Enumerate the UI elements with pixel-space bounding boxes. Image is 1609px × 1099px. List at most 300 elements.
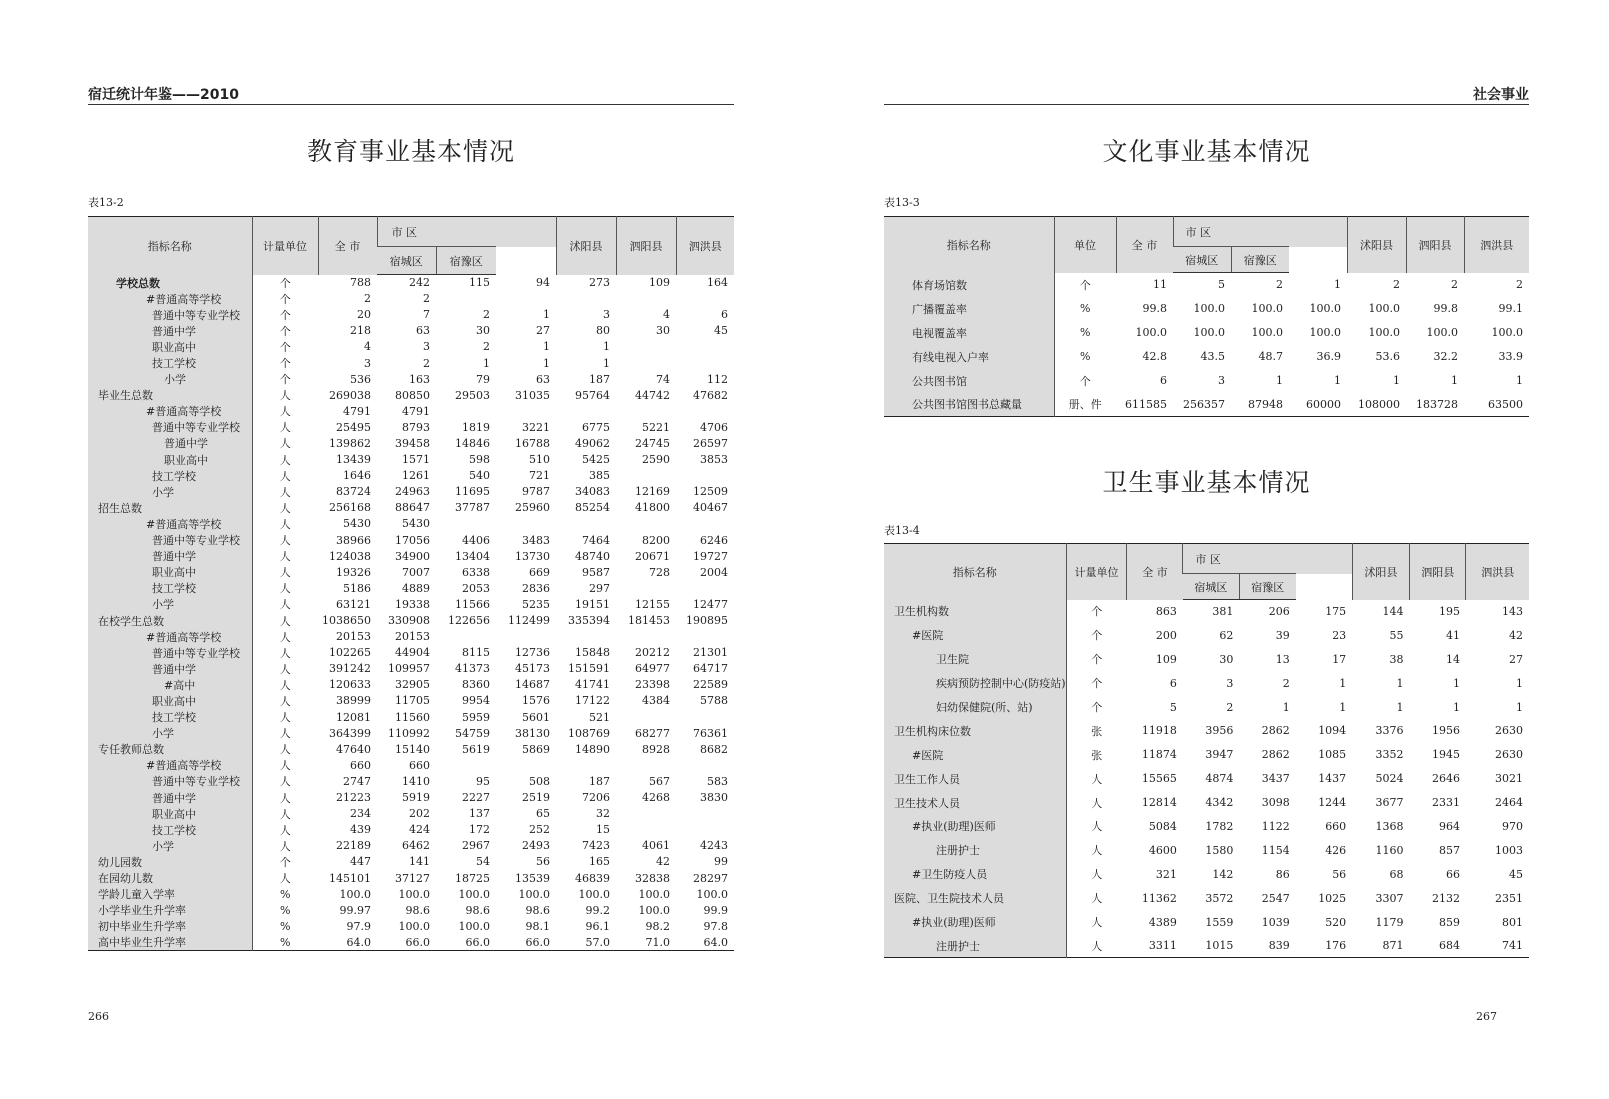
- row-label: 普通中等专业学校: [88, 645, 252, 661]
- cell-value: 120633: [329, 678, 371, 692]
- row-label: 普通中学: [88, 661, 252, 677]
- cell-value: 2630: [1495, 748, 1523, 762]
- table-row: [88, 355, 734, 371]
- cell-value: 14687: [515, 678, 550, 692]
- cell-value: 2351: [1495, 891, 1523, 905]
- cell-value: 1: [1516, 374, 1523, 387]
- cell-value: 2646: [1431, 772, 1460, 786]
- header-shuyang: 沭阳县: [556, 217, 616, 275]
- row-unit: 人: [279, 775, 291, 789]
- cell-value: 2630: [1495, 724, 1523, 738]
- cell-value: [676, 291, 734, 307]
- table-row: [884, 886, 1529, 910]
- cell-value: [556, 291, 616, 307]
- cell-value: 4706: [700, 420, 728, 434]
- cell-value: 5919: [402, 791, 430, 805]
- row-unit: 个: [1091, 629, 1103, 643]
- cell-value: 1015: [1205, 939, 1234, 953]
- row-unit: 人: [279, 727, 291, 741]
- table-row: [88, 307, 734, 323]
- cell-value: 5024: [1375, 772, 1404, 786]
- cell-value: 721: [529, 469, 550, 483]
- cell-value: 6: [721, 308, 728, 322]
- table-row: [88, 275, 734, 291]
- cell-value: 23: [1332, 628, 1347, 642]
- table-row: [88, 902, 734, 918]
- cell-value: 30: [476, 324, 490, 338]
- cell-value: 3: [1226, 676, 1234, 690]
- cell-value: 108000: [1358, 397, 1400, 411]
- row-label: #普通高等学校: [88, 291, 252, 307]
- header-name: 指标名称: [88, 217, 252, 275]
- row-unit: 人: [279, 694, 291, 708]
- cell-value: 728: [649, 565, 670, 579]
- cell-value: 99.2: [585, 903, 610, 917]
- health-table: [884, 543, 1529, 958]
- cell-value: 1085: [1318, 748, 1347, 762]
- cell-value: 2747: [343, 774, 371, 788]
- table-row: [88, 709, 734, 725]
- cell-value: 2: [423, 356, 430, 370]
- table-row: [884, 838, 1529, 862]
- cell-value: 2331: [1431, 796, 1460, 810]
- cell-value: 15: [596, 823, 610, 837]
- cell-value: 25495: [336, 420, 371, 434]
- cell-value: 100.0: [696, 887, 728, 901]
- health-header-city-district: 市 区: [1183, 544, 1352, 574]
- cell-value: 2004: [700, 565, 728, 579]
- row-label: 技工学校: [88, 709, 252, 725]
- cell-value: 100.0: [1309, 302, 1341, 315]
- row-unit: %: [1080, 326, 1091, 339]
- cell-value: 1154: [1261, 843, 1290, 857]
- row-unit: 个: [1091, 677, 1103, 691]
- health-header-unit: 计量单位: [1066, 544, 1127, 600]
- cell-value: [616, 709, 676, 725]
- cell-value: 1: [1516, 700, 1523, 714]
- cell-value: [676, 468, 734, 484]
- cell-value: 424: [409, 823, 430, 837]
- cell-value: 4874: [1205, 772, 1234, 786]
- row-unit: 人: [279, 566, 291, 580]
- cell-value: 4268: [642, 791, 670, 805]
- cell-value: 38966: [336, 533, 371, 547]
- cell-value: 100.0: [1193, 326, 1225, 339]
- cell-value: [496, 291, 556, 307]
- cell-value: 19338: [395, 597, 430, 611]
- cell-value: 54: [476, 855, 490, 869]
- cell-value: 18725: [455, 871, 490, 885]
- cell-value: 66.0: [405, 935, 430, 949]
- row-unit: 人: [279, 872, 291, 886]
- table-row: [88, 532, 734, 548]
- cell-value: 8928: [642, 742, 670, 756]
- cell-value: 1: [1393, 374, 1400, 387]
- cell-value: 5235: [522, 597, 550, 611]
- table-row: [884, 934, 1529, 958]
- cell-value: 11: [1153, 278, 1167, 291]
- cell-value: 38130: [515, 726, 550, 740]
- cell-value: 3: [364, 356, 371, 370]
- cell-value: 12736: [515, 646, 550, 660]
- cell-value: 741: [1502, 939, 1523, 953]
- cell-value: [616, 403, 676, 419]
- health-header-name: 指标名称: [884, 544, 1066, 600]
- row-label: 初中毕业生升学率: [88, 918, 252, 934]
- cell-value: 1244: [1318, 796, 1347, 810]
- health-header-suyu: 宿豫区: [1239, 574, 1295, 600]
- table-row: [884, 719, 1529, 743]
- cell-value: 200: [1155, 628, 1177, 642]
- row-label: #高中: [88, 677, 252, 693]
- cell-value: 98.1: [525, 919, 550, 933]
- cell-value: 45173: [515, 662, 550, 676]
- cell-value: 100.0: [339, 887, 371, 901]
- row-unit: 人: [1091, 916, 1103, 930]
- cell-value: 98.6: [525, 903, 550, 917]
- cell-value: 660: [409, 758, 430, 772]
- cell-value: 68277: [635, 726, 670, 740]
- culture-header-name: 指标名称: [884, 217, 1054, 273]
- cell-value: 5084: [1148, 819, 1177, 833]
- cell-value: 3021: [1495, 772, 1523, 786]
- cell-value: 124038: [329, 549, 371, 563]
- cell-value: 8200: [642, 533, 670, 547]
- row-unit: 个: [279, 276, 291, 290]
- row-unit: 人: [1091, 868, 1103, 882]
- row-label: 小学: [88, 838, 252, 854]
- cell-value: 3: [603, 308, 610, 322]
- cell-value: [436, 291, 496, 307]
- cell-value: 112: [707, 372, 728, 386]
- cell-value: 5619: [462, 742, 490, 756]
- row-label: 医院、卫生院技术人员: [884, 886, 1066, 910]
- cell-value: 234: [350, 807, 371, 821]
- table-row: [88, 838, 734, 854]
- row-unit: %: [280, 903, 291, 917]
- cell-value: 4384: [642, 694, 670, 708]
- cell-value: 98.2: [645, 919, 670, 933]
- cell-value: [556, 757, 616, 773]
- row-label: #普通高等学校: [88, 629, 252, 645]
- row-label: 注册护士: [884, 838, 1066, 862]
- table-row: [88, 693, 734, 709]
- header-city-district: 市 区: [377, 217, 556, 247]
- cell-value: 12169: [635, 485, 670, 499]
- cell-value: 1956: [1431, 724, 1460, 738]
- row-label: 在校学生总数: [88, 612, 252, 628]
- cell-value: 2: [1516, 278, 1523, 291]
- cell-value: 439: [350, 823, 371, 837]
- cell-value: 4: [663, 308, 670, 322]
- cell-value: 863: [1155, 604, 1177, 618]
- cell-value: 2: [1282, 676, 1290, 690]
- row-label: 小学毕业生升学率: [88, 902, 252, 918]
- row-label: 职业高中: [88, 806, 252, 822]
- cell-value: 2132: [1431, 891, 1460, 905]
- cell-value: [676, 355, 734, 371]
- running-head-left: 宿迁统计年鉴——2010: [88, 84, 734, 105]
- cell-value: 187: [589, 774, 610, 788]
- table-row: [88, 452, 734, 468]
- cell-value: 8360: [462, 678, 490, 692]
- cell-value: 2227: [462, 791, 490, 805]
- cell-value: 1: [1276, 374, 1283, 387]
- cell-value: 567: [649, 774, 670, 788]
- table-row: [88, 580, 734, 596]
- cell-value: 142: [1212, 867, 1234, 881]
- row-unit: 人: [279, 389, 291, 403]
- row-unit: 个: [279, 855, 291, 869]
- row-unit: 人: [279, 501, 291, 515]
- cell-value: [616, 822, 676, 838]
- cell-value: 3947: [1205, 748, 1234, 762]
- cell-value: 86: [1275, 867, 1290, 881]
- cell-value: 99.8: [1142, 302, 1167, 315]
- cell-value: 76361: [693, 726, 728, 740]
- row-unit: 人: [279, 807, 291, 821]
- cell-value: [496, 757, 556, 773]
- cell-value: 41: [1445, 628, 1460, 642]
- table-row: [884, 623, 1529, 647]
- health-header-shuyang: 沭阳县: [1352, 544, 1409, 600]
- cell-value: [616, 468, 676, 484]
- cell-value: 97.8: [703, 919, 728, 933]
- row-unit: 人: [279, 582, 291, 596]
- table-row: [88, 323, 734, 339]
- cell-value: 12477: [693, 597, 728, 611]
- table-row: [884, 321, 1529, 345]
- cell-value: 57.0: [585, 935, 610, 949]
- cell-value: 13404: [455, 549, 490, 563]
- row-unit: 人: [279, 630, 291, 644]
- cell-value: 19727: [693, 549, 728, 563]
- cell-value: 63: [536, 372, 550, 386]
- cell-value: 79: [476, 372, 490, 386]
- row-label: 卫生院: [884, 647, 1066, 671]
- row-unit: 人: [279, 550, 291, 564]
- row-label: 职业高中: [88, 452, 252, 468]
- cell-value: 141: [409, 855, 430, 869]
- row-label: 技工学校: [88, 822, 252, 838]
- cell-value: 65: [536, 807, 550, 821]
- running-head-right: 社会事业: [884, 84, 1529, 105]
- cell-value: 100.0: [1426, 326, 1458, 339]
- cell-value: 218: [350, 324, 371, 338]
- culture-header-city-district: 市 区: [1173, 217, 1347, 247]
- cell-value: 8793: [402, 420, 430, 434]
- table-row: [88, 484, 734, 500]
- table-row: [88, 806, 734, 822]
- cell-value: 1945: [1431, 748, 1460, 762]
- cell-value: 24963: [395, 485, 430, 499]
- table-row: [88, 790, 734, 806]
- cell-value: 1410: [402, 774, 430, 788]
- row-unit: 人: [279, 517, 291, 531]
- cell-value: 5601: [522, 710, 550, 724]
- cell-value: 99: [714, 855, 728, 869]
- header-unit: 计量单位: [252, 217, 318, 275]
- cell-value: [676, 757, 734, 773]
- cell-value: 2493: [522, 839, 550, 853]
- cell-value: 96.1: [585, 919, 610, 933]
- cell-value: 42: [656, 855, 670, 869]
- cell-value: 964: [1438, 819, 1460, 833]
- culture-header-shuyang: 沭阳县: [1347, 217, 1406, 273]
- cell-value: [676, 580, 734, 596]
- cell-value: 41741: [575, 678, 610, 692]
- cell-value: 14890: [575, 742, 610, 756]
- cell-value: 190895: [686, 614, 728, 628]
- cell-value: 297: [589, 581, 610, 595]
- cell-value: 1: [1452, 700, 1460, 714]
- row-label: 疾病预防控制中心(防疫站): [884, 671, 1066, 695]
- cell-value: 3352: [1375, 748, 1404, 762]
- education-table-label: 表13-2: [88, 196, 124, 209]
- health-table-body: [884, 600, 1529, 958]
- cell-value: 4061: [642, 839, 670, 853]
- cell-value: 60000: [1306, 397, 1341, 411]
- cell-value: 15848: [575, 646, 610, 660]
- cell-value: 163: [409, 372, 430, 386]
- cell-value: [436, 629, 496, 645]
- cell-value: 1580: [1205, 843, 1234, 857]
- row-unit: 人: [279, 839, 291, 853]
- row-unit: 册、件: [1068, 398, 1102, 412]
- cell-value: 1: [543, 356, 550, 370]
- cell-value: 143: [1502, 604, 1523, 618]
- cell-value: 56: [536, 855, 550, 869]
- cell-value: 22189: [336, 839, 371, 853]
- cell-value: 23398: [635, 678, 670, 692]
- cell-value: 1: [483, 356, 490, 370]
- table-row: [884, 345, 1529, 369]
- cell-value: 1: [1396, 676, 1404, 690]
- cell-value: 34900: [395, 549, 430, 563]
- cell-value: 242: [409, 276, 430, 290]
- cell-value: 64.0: [346, 935, 371, 949]
- cell-value: 32: [596, 807, 610, 821]
- cell-value: 66: [1445, 867, 1460, 881]
- cell-value: 27: [1509, 652, 1523, 666]
- row-label: #医院: [884, 743, 1066, 767]
- cell-value: 510: [529, 453, 550, 467]
- row-label: 卫生技术人员: [884, 791, 1066, 815]
- table-row: [88, 468, 734, 484]
- cell-value: 4: [364, 340, 371, 354]
- row-label: 技工学校: [88, 580, 252, 596]
- cell-value: 1: [543, 308, 550, 322]
- cell-value: 151591: [568, 662, 610, 676]
- cell-value: 19326: [336, 565, 371, 579]
- cell-value: 31035: [515, 388, 550, 402]
- row-unit: 个: [1091, 605, 1103, 619]
- cell-value: [616, 757, 676, 773]
- cell-value: 5186: [343, 581, 371, 595]
- cell-value: 1576: [522, 694, 550, 708]
- cell-value: 1179: [1375, 915, 1404, 929]
- cell-value: 5: [1218, 278, 1225, 292]
- cell-value: 2053: [462, 581, 490, 595]
- table-row: [884, 815, 1529, 839]
- cell-value: 181453: [628, 614, 670, 628]
- row-unit: %: [1080, 302, 1091, 315]
- cell-value: 44904: [395, 646, 430, 660]
- cell-value: 2: [1393, 278, 1400, 291]
- cell-value: 660: [350, 758, 371, 772]
- row-unit: 人: [279, 437, 291, 451]
- cell-value: 2: [1276, 278, 1283, 292]
- cell-value: 100.0: [1193, 302, 1225, 315]
- cell-value: 4791: [343, 404, 371, 418]
- cell-value: 176: [1325, 939, 1347, 953]
- cell-value: 2: [483, 308, 490, 322]
- cell-value: [676, 516, 734, 532]
- cell-value: 115: [469, 276, 490, 290]
- cell-value: 15140: [395, 742, 430, 756]
- row-unit: 人: [1091, 772, 1103, 786]
- cell-value: 11566: [455, 597, 490, 611]
- cell-value: 583: [707, 774, 728, 788]
- cell-value: 48.7: [1258, 350, 1283, 363]
- cell-value: 1: [1339, 676, 1347, 690]
- table-row: [884, 273, 1529, 297]
- cell-value: 598: [469, 453, 490, 467]
- culture-header-siyang: 泗阳县: [1406, 217, 1464, 273]
- table-row: [88, 870, 734, 886]
- cell-value: 137: [469, 807, 490, 821]
- culture-header-sucheng: 宿城区: [1173, 247, 1231, 273]
- cell-value: 1646: [343, 469, 371, 483]
- cell-value: [616, 516, 676, 532]
- cell-value: 110992: [388, 726, 430, 740]
- cell-value: 5869: [522, 742, 550, 756]
- row-label: 职业高中: [88, 693, 252, 709]
- table-row: [88, 548, 734, 564]
- cell-value: 2464: [1495, 796, 1523, 810]
- cell-value: 1038650: [322, 614, 371, 628]
- header-suyu: 宿豫区: [436, 247, 496, 275]
- cell-value: 2: [364, 292, 371, 306]
- row-unit: 人: [279, 711, 291, 725]
- cell-value: 87948: [1248, 397, 1283, 411]
- cell-value: 1: [1339, 700, 1347, 714]
- cell-value: 5430: [402, 517, 430, 531]
- row-label: #医院: [884, 623, 1066, 647]
- row-label: 普通中学: [88, 548, 252, 564]
- cell-value: 100.0: [638, 887, 670, 901]
- cell-value: 98.6: [405, 903, 430, 917]
- cell-value: 839: [1268, 939, 1290, 953]
- health-header-sucheng: 宿城区: [1183, 574, 1239, 600]
- cell-value: 100.0: [1251, 326, 1283, 339]
- row-label: 公共图书馆: [884, 369, 1054, 393]
- cell-value: 536: [350, 372, 371, 386]
- row-unit: 人: [279, 759, 291, 773]
- cell-value: 13539: [515, 871, 550, 885]
- cell-value: 381: [1212, 605, 1234, 619]
- row-unit: 人: [279, 614, 291, 628]
- row-unit: 人: [279, 823, 291, 837]
- cell-value: 32.2: [1433, 350, 1458, 363]
- cell-value: 520: [1325, 915, 1347, 929]
- cell-value: 1437: [1318, 772, 1347, 786]
- cell-value: [616, 629, 676, 645]
- row-unit: 人: [279, 662, 291, 676]
- cell-value: 100.0: [1251, 302, 1283, 315]
- row-unit: 人: [1091, 796, 1103, 810]
- cell-value: 1571: [402, 453, 430, 467]
